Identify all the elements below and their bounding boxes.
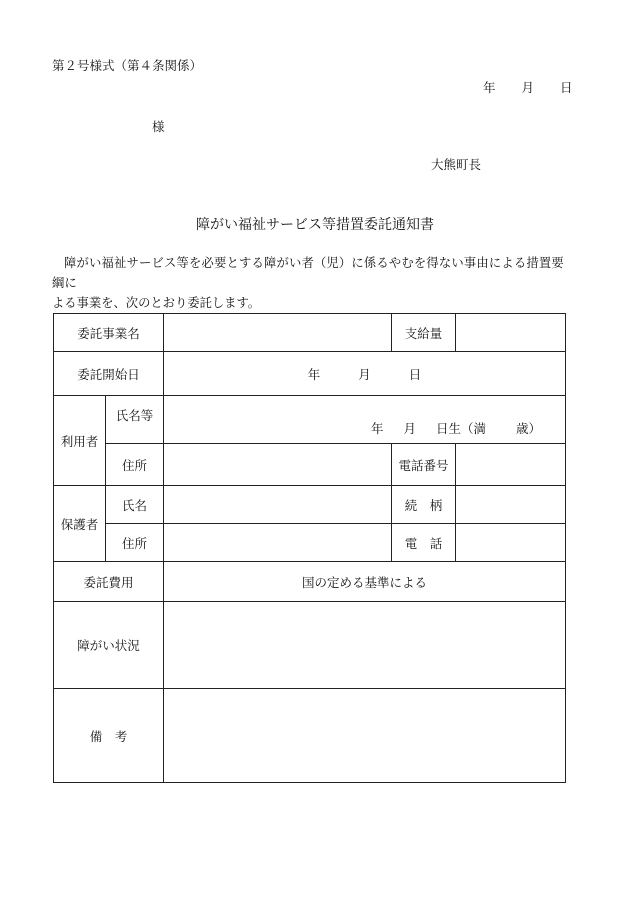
user-birth-year: 年 <box>370 421 384 436</box>
business-name-field[interactable] <box>164 314 392 352</box>
user-address-label: 住所 <box>106 444 164 486</box>
document-title: 障がい福祉サービス等措置委託通知書 <box>196 217 434 233</box>
user-group-label: 利用者 <box>54 396 106 486</box>
row-guardian-address <box>54 524 566 562</box>
notice-table <box>53 313 566 783</box>
supply-amount-label: 支給量 <box>392 314 456 352</box>
issue-date-month: 月 <box>521 80 535 95</box>
start-date-year: 年 <box>307 366 321 382</box>
remarks-label: 備 考 <box>54 689 164 783</box>
user-name-field[interactable] <box>164 396 566 444</box>
guardian-group-label: 保護者 <box>54 486 106 562</box>
row-start-date <box>54 352 566 396</box>
body-line-2: よる事業を、次のとおり委託します。 <box>52 296 261 310</box>
business-name-label: 委託事業名 <box>54 314 164 352</box>
guardian-relation-field[interactable] <box>456 486 566 524</box>
row-disability <box>54 602 566 689</box>
issue-date-year: 年 <box>483 80 496 95</box>
row-guardian-name <box>54 486 566 524</box>
issuer: 大熊町長 <box>431 157 482 172</box>
start-date-month: 月 <box>358 366 371 382</box>
start-date-label: 委託開始日 <box>54 352 164 396</box>
user-age-suffix: 歳） <box>516 421 542 436</box>
body-line-1: 障がい福祉サービス等を必要とする障がい者（児）に係るやむを得ない事由による措置要綱に <box>52 256 564 290</box>
user-name-label: 氏名等 <box>106 396 164 444</box>
start-date-day: 日 <box>408 366 422 382</box>
row-user-name <box>54 396 566 444</box>
cost-value: 国の定める基準による <box>164 562 566 602</box>
user-address-field[interactable] <box>164 444 392 486</box>
issue-date-day: 日 <box>560 80 573 95</box>
row-business-name <box>54 314 566 352</box>
form-number: 第２号様式（第４条関係） <box>52 58 203 73</box>
user-birth-month: 月 <box>403 421 416 436</box>
user-phone-label: 電話番号 <box>392 444 456 486</box>
guardian-relation-label: 続 柄 <box>392 486 456 524</box>
disability-field[interactable] <box>164 602 566 689</box>
issue-date <box>483 78 573 96</box>
supply-amount-field[interactable] <box>456 314 566 352</box>
row-remarks <box>54 689 566 783</box>
disability-label: 障がい状況 <box>54 602 164 689</box>
addressee-suffix: 様 <box>152 119 165 134</box>
row-cost <box>54 562 566 602</box>
user-birth-suffix: 日生（満 <box>435 421 486 436</box>
guardian-address-label: 住所 <box>106 524 164 562</box>
cost-label: 委託費用 <box>54 562 164 602</box>
user-phone-field[interactable] <box>456 444 566 486</box>
guardian-name-field[interactable] <box>164 486 392 524</box>
body-text <box>52 253 567 313</box>
remarks-field[interactable] <box>164 689 566 783</box>
guardian-phone-field[interactable] <box>456 524 566 562</box>
guardian-name-label: 氏名 <box>106 486 164 524</box>
row-user-address <box>54 444 566 486</box>
start-date-field[interactable] <box>164 352 566 396</box>
guardian-address-field[interactable] <box>164 524 392 562</box>
guardian-phone-label: 電 話 <box>392 524 456 562</box>
